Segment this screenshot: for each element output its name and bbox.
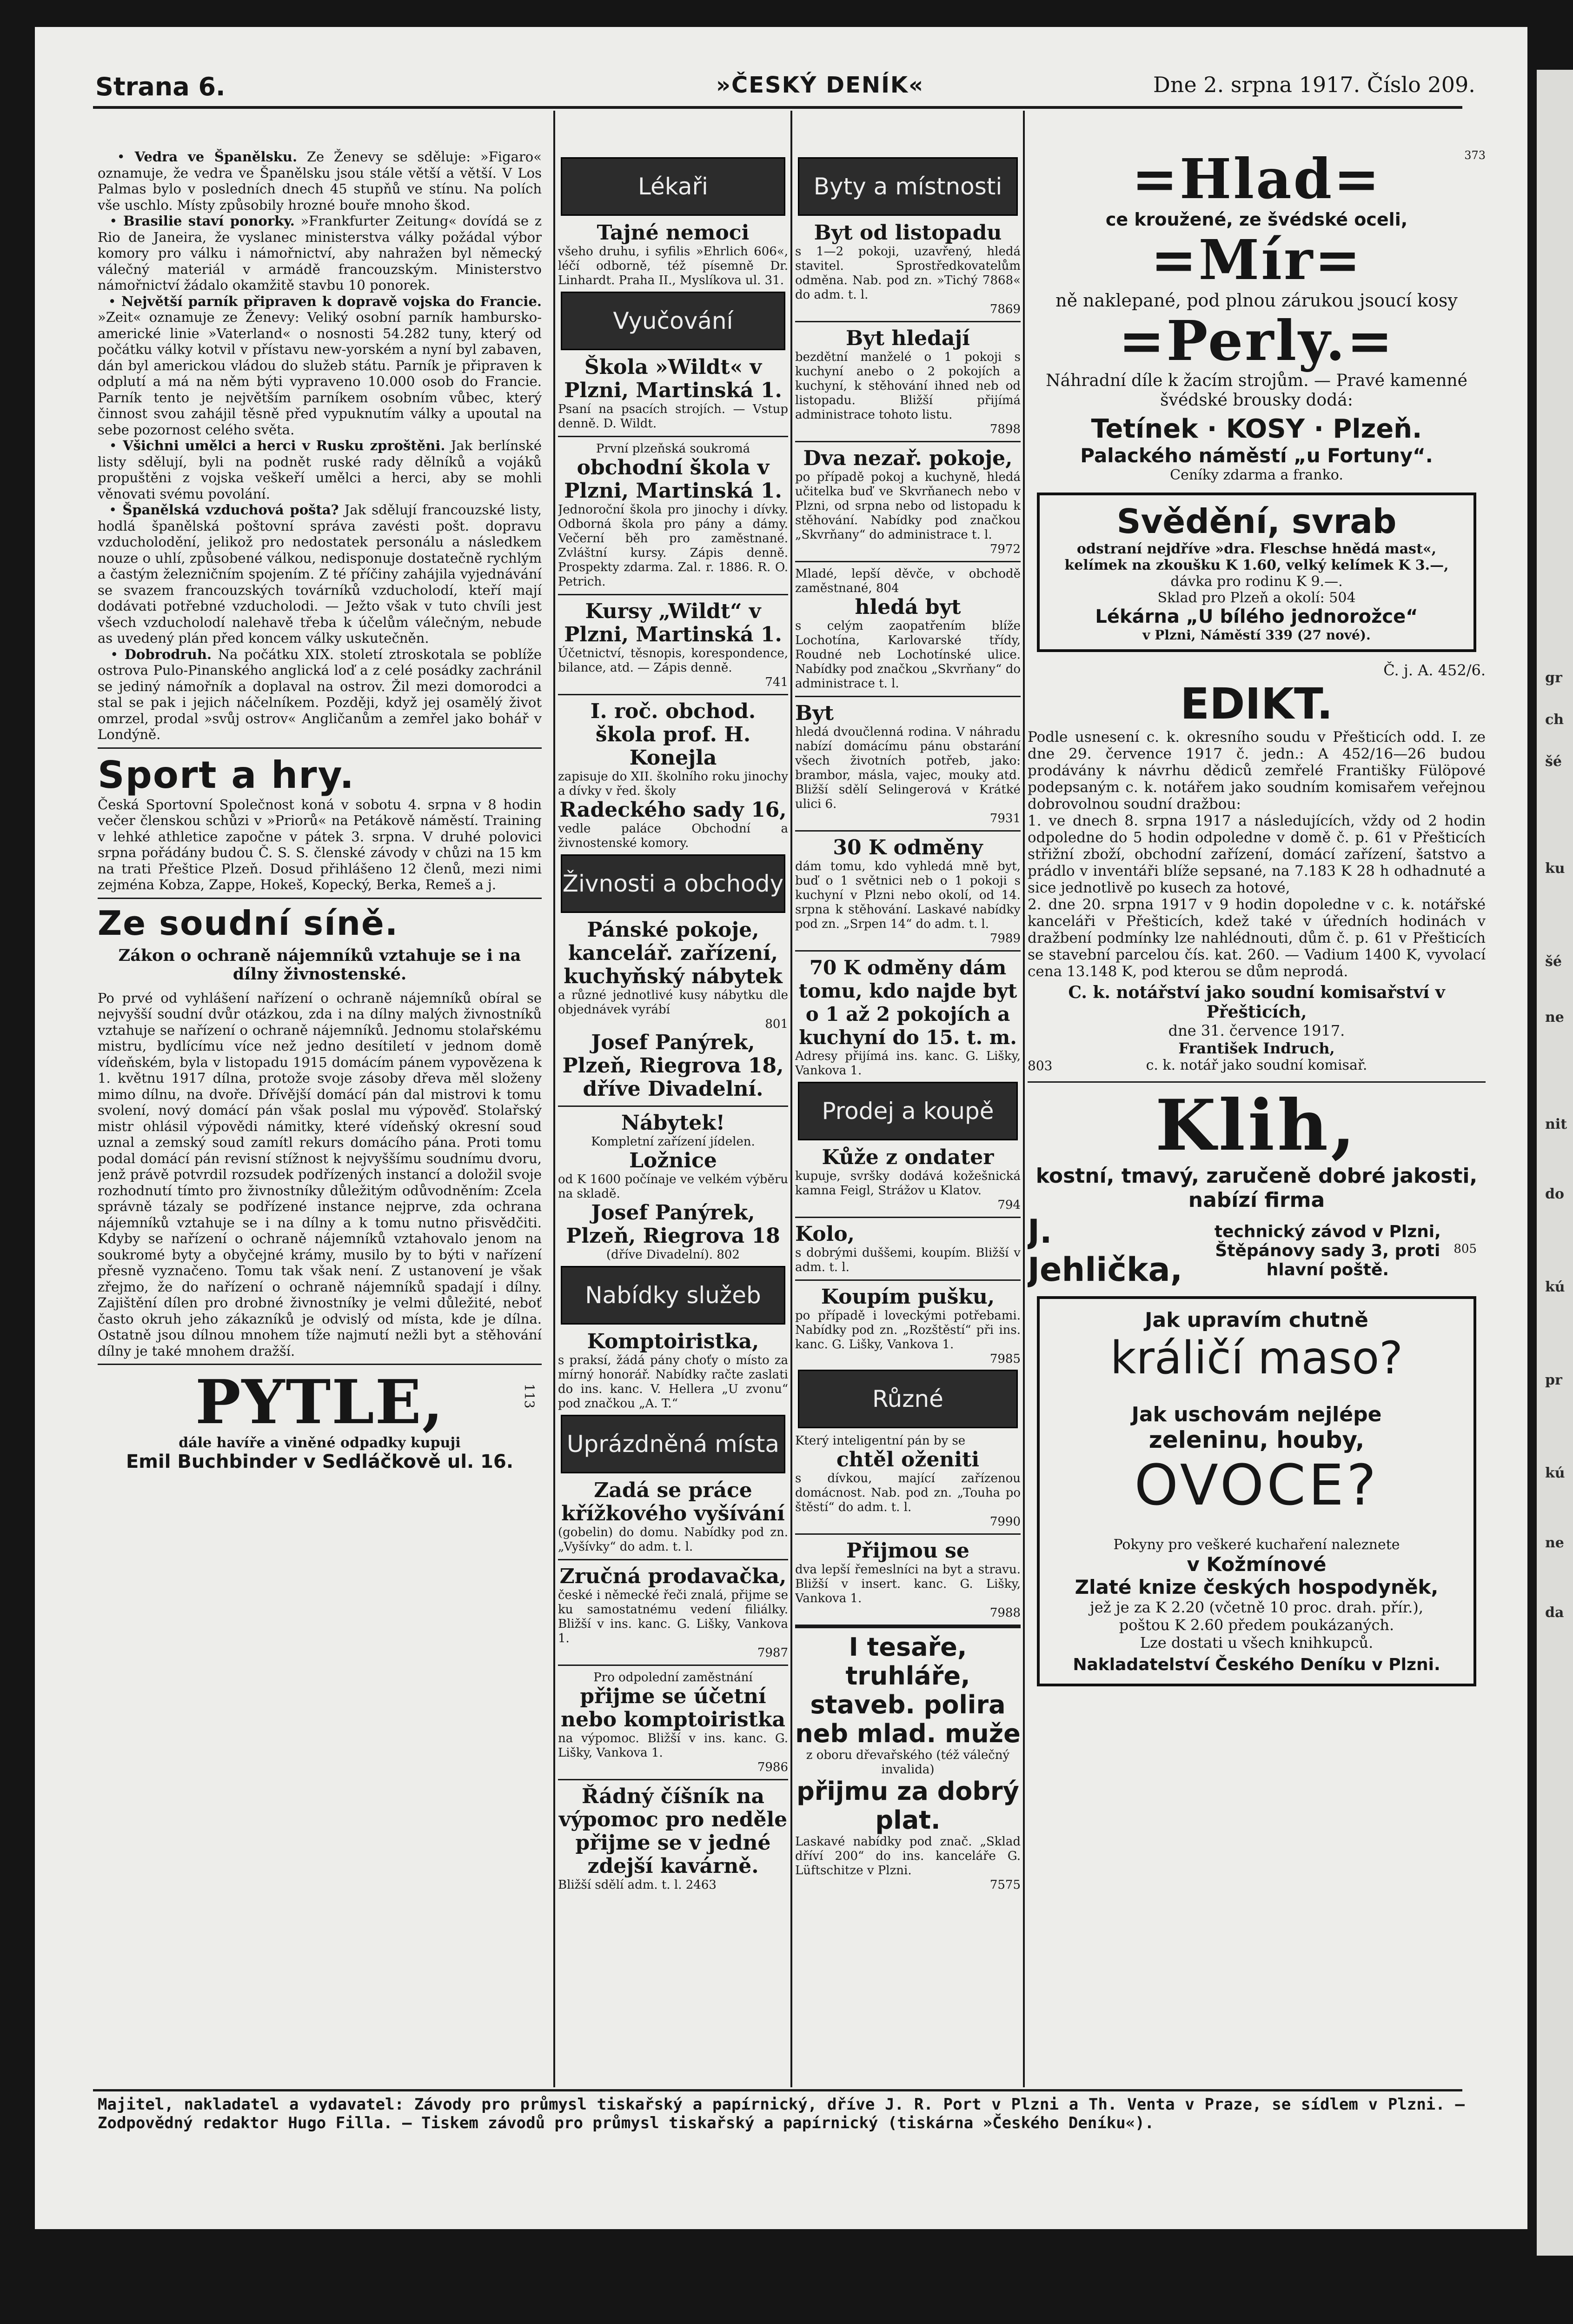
ad-rule (558, 436, 788, 437)
ad-text: Jak upravím chutně (1145, 1308, 1368, 1332)
issue-date: Dne 2. srpna 1917. Číslo 209. (1153, 72, 1475, 97)
ad-rule (795, 321, 1021, 322)
ad-text: dávka pro rodinu K 9.—. (1170, 573, 1343, 590)
ad-address: Palackého náměstí „u Fortuny“. (1080, 444, 1433, 467)
news-section (98, 149, 542, 743)
ad-heading: Koupím pušku, (821, 1285, 995, 1309)
edikt-item: 1. ve dnech 8. srpna 1917 a následujících, vždy od 2 hodin odpoledne do 5 hodin odpoledne v domě č. p. 61 v Přešticích střižní zboží, obchodní zařízení, domácí zařízení, šatstvo a prádlo v inventáři blíže sepsané, na 7.183 K 28 h odhadnuté a sice jednotlivě po kusech za hotové, (1028, 812, 1486, 896)
ad-rule (795, 561, 1021, 562)
ad-code: 794 (997, 1198, 1021, 1212)
section-banner-uprazdnena: Uprázdněná místa (561, 1415, 785, 1473)
ad-text: kostní, tmavý, zaručeně dobré jakosti, nabízí firma (1035, 1164, 1478, 1212)
text-fragment: ch (1545, 712, 1564, 728)
ad-text: zeleninu, houby, (1148, 1426, 1365, 1453)
edikt-signature (1028, 1039, 1486, 1077)
ad-text: Účetnictví, těsnopis, korespondence, bilance, atd. — Zápis denně. (558, 646, 788, 675)
ad-rule (1028, 1081, 1486, 1083)
news-item: • Největší parník připraven k dopravě vojska do Francie. »Zeit« oznamuje ze Ženevy: Veliký osobní parník hambursko-americké linie »Vaterland« o nosnosti 54.282 tuny, který od počátku války kotvil v přístavu new-yorském a nyní byl zabaven, dán byl americkou vládou do služeb státu. Parník je připraven k odplutí a má na něm býti vypraveno 10.000 osob do Francie. Parník tento je největším parníkem osobním vůbec, který činnost svou zahájil těsně před vypuknutím války a upoutal na sebe pozornost celého světa. (98, 293, 542, 438)
book-title: Zlaté knize českých hospodyněk, (1075, 1576, 1439, 1598)
ad-code: 804 (876, 581, 899, 595)
ad-text: vedle paláce Obchodní a živnostenské komory. (558, 822, 788, 850)
ad-text: technický závod v Plzni, Štěpánovy sady 3, proti hlavní poště. (1214, 1222, 1441, 1279)
ad-rule (558, 1559, 788, 1560)
ad-heading: chtěl oženiti (836, 1448, 980, 1472)
ad-code: 113 (522, 1384, 537, 1409)
ad-text: (dříve Divadelní). 802 (606, 1248, 740, 1262)
ad-code: 805 (1454, 1242, 1477, 1256)
section-rule (98, 747, 542, 749)
ad-heading: Kůže z ondater (822, 1145, 994, 1169)
pytle-ad (98, 1366, 542, 1486)
ad-text: Mladé, lepší děvče, v obchodě zaměstnané, 804 (795, 567, 1021, 595)
ad-text: dám tomu, kdo vyhledá mně byt, buď o 1 světnici neb o 1 pokoji s kuchyní v Plzni nebo okolí, od 14. srpna k stěhování. Laskavé nabídky pod zn. „Srpen 14“ do adm. t. l. (795, 859, 1021, 931)
mir-heading: =Mír= (1150, 227, 1363, 292)
edikt-office: C. k. notářství jako soudní komisařství v Přešticích, (1068, 983, 1445, 1022)
news-item: • Brasilie staví ponorky. »Frankfurter Zeitung« dovídá se z Rio de Janeira, že vyslanec ministerstva války požádal výbor komory pro válku i námořnictví, aby nahražen byl německý válečný materiál v armádě francouzským. Ministerstvo námořnictví žádalo okamžitě stavbu 10 ponorek. (98, 213, 542, 293)
ad-text: Adresy přijímá ins. kanc. G. Lišky, Vankova 1. (795, 1049, 1021, 1078)
text-fragment: ne (1545, 1535, 1564, 1551)
ad-text: s praksí, žádá pány choťy o místo za mírný honorář. Nabídky račte zaslati do ins. kanc. V. Hellera „U zvonu“ pod značkou „A. T.“ (558, 1353, 788, 1411)
ad-heading: 70 K odměny dám tomu, kdo najde byt o 1 až 2 pokojích a kuchyní do 15. t. m. (798, 956, 1017, 1049)
edikt-text: Podle usnesení c. k. okresního soudu v Přešticích odd. I. ze dne 29. července 1917 č. jedn.: A 452/16—26 budou prodávány k návrhu dědiců zemřelé Františky Fülöpové podepsaným c. k. notářem jako soudním komisařem veřejnou dobrovolnou soudní dražbou: (1028, 729, 1486, 812)
news-item: • Vedra ve Španělsku. Ze Ženevy se sděluje: »Figaro« oznamuje, že vedra ve Španělsku jsou stále větší a větší. V Los Palmas bylo v posledních dnech 45 stupňů ve stínu. Na polích vše uschlo. Místy způsobily hrozné bouře mnoho škod. (98, 149, 542, 213)
pytle-firm: Emil Buchbinder v Sedláčkově ul. 16. (126, 1451, 514, 1472)
ad-text: Jak uschovám nejlépe (1131, 1403, 1382, 1426)
edikt-date: dne 31. července 1917. (1168, 1022, 1345, 1039)
ad-code: 7988 (989, 1606, 1021, 1620)
ad-text: všeho druhu, i syfilis »Ehrlich 606«, léčí odborně, též písemně Dr. Linhardt. Praha II., Myslíkova ul. 31. (558, 245, 788, 287)
ad-address: v Plzni, Náměstí 339 (27 nové). (1142, 627, 1371, 643)
cookbook-ad (1037, 1296, 1476, 1686)
ad-code: 7931 (989, 812, 1021, 826)
ad-heading: Přijmou se (846, 1539, 969, 1563)
ad-rule (795, 1279, 1021, 1281)
column-ads-1 (558, 153, 788, 2074)
ad-heading: Ložnice (629, 1149, 717, 1172)
text-fragment: ne (1545, 1009, 1564, 1025)
ad-rule (795, 1625, 1021, 1628)
ad-text: ce kroužené, ze švédské oceli, (1105, 209, 1408, 230)
ad-code: 7986 (757, 1760, 788, 1774)
newspaper-title: »ČESKÝ DENÍK« (716, 72, 924, 98)
ad-text: Sklad pro Plzeň a okolí: 504 (1157, 590, 1356, 606)
column-rule-3 (1023, 111, 1025, 2087)
ad-rule (795, 1217, 1021, 1218)
ad-heading: obchodní škola v Plzni, Martinská 1. (564, 456, 782, 503)
text-fragment: pr (1545, 1372, 1562, 1388)
column-news (98, 149, 542, 2074)
ad-code: 2463 (685, 1878, 717, 1892)
ad-heading: Dva nezař. pokoje, (803, 446, 1013, 470)
ad-text: od K 1600 počínaje ve velkém výběru na skladě. (558, 1172, 788, 1201)
section-banner-ruzne: Různé (798, 1370, 1018, 1428)
column-rule-1 (553, 111, 555, 2087)
ad-heading: Radeckého sady 16, (559, 798, 787, 822)
ad-text: kelímek na zkoušku K 1.60, velký kelímek K 3.—, (1064, 557, 1449, 573)
ad-code: 7898 (989, 422, 1021, 436)
ad-code: 504 (1329, 590, 1356, 606)
perly-heading: =Perly.= (1118, 308, 1395, 373)
ad-heading: Pánské pokoje, kancelář. zařízení, kuchyňský nábytek (564, 918, 783, 988)
text-fragment: kú (1545, 1279, 1565, 1295)
pytle-text: dále havíře a viněné odpadky kupuji (179, 1435, 461, 1451)
ad-text: Bližší sdělí adm. t. l. 2463 (558, 1878, 717, 1892)
ad-heading: Řádný číšník na výpomoc pro neděle přijme se v jedné zdejší kavárně. (558, 1785, 788, 1878)
imprint: Majitel, nakladatel a vydavatel: Závody pro průmysl tiskařský a papírnický, dříve J. R. Port v Plzni a Th. Venta v Praze, se sídlem v Plzni. — Zodpovědný redaktor Hugo Filla. — Tiskem závodů pro průmysl tiskařský a papírnický (tiskárna »Českého Deníku«). (98, 2095, 1465, 2132)
section-rule (98, 898, 542, 899)
news-item: • Dobrodruh. Na počátku XIX. století ztroskotala se poblíže ostrova Pulo-Pinanského anglická loď a z celé posádky zachránil se jediný námořník a doplaval na ostrov. Žil mezi domorodci a stal se pak i jejich náčelníkem. Později, když jej osamělý život omrzel, prodal »svůj ostrov« Angličanům a zemřel jako bohář v Londýně. (98, 646, 542, 742)
ad-text: Lze dostati u všech knihkupců. (1140, 1634, 1374, 1651)
ad-text: Jednoroční škola pro jinochy i dívky. Odborná škola pro pány a dámy. Večerní běh pro zaměstnané. Zvláštní kursy. Zápis denně. Prospekty zdarma. Zal. r. 1886. R. O. Petrich. (558, 503, 788, 589)
ad-text: s dívkou, mající zařízenou domácnost. Nab. pod zn. „Touha po štěstí“ do adm. t. l. (795, 1472, 1021, 1514)
section-rule (98, 1364, 542, 1365)
ad-text: dva lepší řemeslníci na byt a stravu. Bližší v insert. kanc. G. Lišky, Vankova 1. (795, 1563, 1021, 1605)
ad-heading: králičí maso? (1110, 1332, 1403, 1384)
ad-text: ně naklepané, pod plnou zárukou jsoucí kosy (1055, 290, 1458, 311)
section-banner-zivnosti: Živnosti a obchody (561, 854, 785, 913)
text-fragment: gr (1545, 670, 1562, 686)
adjacent-page-edge (1537, 70, 1573, 2256)
ad-rule (558, 694, 788, 695)
text-fragment: kú (1545, 1465, 1565, 1481)
column-ads-3 (1028, 149, 1486, 2074)
notary-name: František Indruch, (1178, 1039, 1335, 1057)
sport-heading: Sport a hry. (98, 753, 355, 797)
text-fragment: nit (1545, 1116, 1567, 1132)
sport-text: Česká Sportovní Společnost koná v sobotu 4. srpna v 8 hodin večer členskou schůzi v »Priorů« na Petákově náměstí. Training v lehké athletice započne v pátek 3. srpna. V druhé polovici srpna pořádány budou Č. S. S. členské závody v chůzi na 15 km na trati Přeštice Plzeň. Dosud přihlášeno 12 členů, mezi nimi zejména Kobza, Zappe, Hokeš, Kopecký, Berka, Remeš a j. (98, 796, 542, 892)
ad-code: 7985 (989, 1352, 1021, 1366)
ad-firm: Tetínek · KOSY · Plzeň. (1091, 414, 1422, 444)
ad-heading: Škola »Wildt« v Plzni, Martinská 1. (564, 355, 782, 402)
text-fragment: do (1545, 1186, 1564, 1202)
ad-text: z oboru dřevařského (též válečný invalida) (806, 1748, 1010, 1777)
ad-rule (558, 1779, 788, 1780)
ad-heading: Kursy „Wildt“ v Plzni, Martinská 1. (564, 599, 782, 646)
ad-text: (gobelin) do domu. Nabídky pod zn. „Vyšívky“ do adm. t. l. (558, 1525, 788, 1554)
ad-heading: přijme se účetní nebo komptoiristka (561, 1685, 785, 1731)
ad-heading: Byt hledají (845, 326, 970, 350)
ad-text: Psaní na psacích strojích. — Vstup denně. D. Wildt. (558, 402, 788, 431)
ad-code: 801 (765, 1017, 788, 1031)
header-rule (93, 106, 1462, 109)
edikt-item: 2. dne 20. srpna 1917 v 9 hodin dopoledne v c. k. notářské kanceláři v Přešticích, kdež také v úředních hodinách v dražbení podmínky lze nahlédnouti, dům č. p. 61 v Přešticích se stavební parcelou čís. kat. 260. — Vadium 1400 K, vyvolací cena 13.148 K, pod kterou se dům neprodá. (1028, 896, 1486, 980)
section-banner-lekari: Lékaři (561, 157, 785, 216)
text-fragment: šé (1545, 953, 1562, 970)
ad-heading: OVOCE? (1134, 1453, 1379, 1518)
ad-code: 373 (1464, 149, 1486, 162)
column-ads-2 (795, 153, 1021, 2074)
notary-title: c. k. notář jako soudní komisař. (1146, 1057, 1367, 1073)
ad-heading: Byt (795, 701, 834, 725)
ad-firm: J. Jehlička, (1028, 1212, 1183, 1289)
section-banner-nabidky: Nabídky služeb (561, 1266, 785, 1325)
ad-text: po případě pokoj a kuchyně, hledá učitelka buď ve Skvrňanech nebo v Plzni, od srpna nebo od listopadu k stěhování. Nabídky pod značkou „Skvrňany“ do administrace t. l. (795, 470, 1021, 542)
court-heading: Ze soudní síně. (98, 903, 399, 943)
ad-text: Pro odpolední zaměstnání (593, 1671, 753, 1685)
ad-rule (558, 1665, 788, 1666)
text-fragment: šé (1545, 753, 1562, 770)
ad-text: Laskavé nabídky pod znač. „Sklad dříví 200“ do ins. kanceláře G. Lüftschitze v Plzni. (795, 1835, 1021, 1878)
section-banner-vyucovani: Vyučování (561, 292, 785, 350)
hlad-heading: =Hlad= (1131, 149, 1382, 211)
ad-text: Který inteligentní pán by se (795, 1434, 966, 1448)
ad-rule (795, 1533, 1021, 1535)
ad-code: 7972 (989, 542, 1021, 556)
ad-heading: Zadá se práce křížkového vyšívání (561, 1478, 785, 1525)
column-rule-2 (790, 111, 792, 2087)
ad-rule (558, 1105, 788, 1107)
pytle-heading: PYTLE, (195, 1366, 445, 1438)
edikt-heading: EDIKT. (1180, 679, 1333, 729)
section-banner-byty: Byty a místnosti (798, 157, 1018, 216)
ad-text: První plzeňská soukromá (596, 442, 750, 456)
ad-code: 7869 (989, 302, 1021, 316)
ad-firm: Lékárna „U bílého jednorožce“ (1095, 606, 1418, 627)
ad-text: kupuje, svršky dodává kožešnická kamna Feigl, Strážov u Klatov. (795, 1169, 1021, 1198)
ad-text: s celým zaopatřením blíže Lochotína, Karlovarské třídy, Roudné neb Lochotínské ulice. Nabídky pod značkou „Skvrňany“ do administrace t. l. (795, 619, 1021, 691)
ad-heading: 30 K odměny (833, 836, 983, 859)
ad-text: české i německé řeči znalá, přijme se ku samostatnému vedení filiálky. Bližší v ins. kanc. G. Lišky, Vankova 1. (558, 1588, 788, 1645)
ad-code: 802 (717, 1248, 740, 1262)
text-fragment: da (1545, 1605, 1564, 1621)
section-banner-prodej: Prodej a koupě (798, 1082, 1018, 1140)
ad-text: odstraní nejdříve »dra. Fleschse hnědá mast«, (1076, 541, 1437, 557)
ad-rule (795, 441, 1021, 442)
ad-rule (795, 950, 1021, 952)
ad-text: bezdětní manželé o 1 pokoji s kuchyní anebo o 2 pokojích a kuchyní, k stěhování ihned neb od listopadu. Bližší přijímá administrace tohoto listu. (795, 350, 1021, 422)
news-item: • Všichni umělci a herci v Rusku zproštěni. Jak berlínské listy sdělují, byli na podnět ruské rady dělníků a vojáků propuštěni z vojska veškeří umělci a herci, aby se mohli věnovati svému povolání. (98, 438, 542, 502)
ad-code: 7990 (989, 1515, 1021, 1529)
court-subheading: Zákon o ochraně nájemníků vztahuje se i na dílny živnostenské. (118, 946, 521, 984)
ad-heading: Nábytek! (621, 1111, 725, 1135)
ad-code: 7575 (989, 1878, 1021, 1892)
footer-rule (93, 2089, 1462, 2091)
ad-heading: Byt od listopadu (814, 221, 1002, 245)
ad-text: s 1—2 pokoji, uzavřený, hledá stavitel. Sprostředkovatelům odměna. Nab. pod zn. »Tichý 7868« do adm. t. l. (795, 245, 1021, 302)
ad-text: na výpomoc. Bližší v ins. kanc. G. Lišky, Vankova 1. (558, 1731, 788, 1760)
ad-heading: I. roč. obchod. škola prof. H. Konejla (590, 699, 756, 770)
ad-heading: Zručná prodavačka, (559, 1565, 787, 1588)
ad-text: v Kožmínové (1187, 1553, 1327, 1576)
ad-heading: Josef Panýrek, Plzeň, Riegrova 18 (566, 1201, 780, 1248)
ad-rule (795, 830, 1021, 832)
edikt-reference: Č. j. A. 452/6. (1383, 661, 1486, 679)
ad-firm: Nakladatelství Českého Deníku v Plzni. (1073, 1655, 1440, 1674)
ad-code: 7987 (757, 1646, 788, 1660)
ad-heading: Svědění, svrab (1116, 502, 1397, 541)
ad-text: hledá dvoučlenná rodina. V náhradu nabízí domácímu pánu obstarání všech životních potřeb, jako: brambor, másla, vajec, mouky atd. Bližší sdělí Selingerová v Krátké ulici 6. (795, 725, 1021, 811)
ad-text: jež je za K 2.20 (včetně 10 proc. drah. přír.), (1089, 1598, 1424, 1616)
ad-text: Ceníky zdarma a franko. (1170, 467, 1343, 483)
text-fragment: ku (1545, 860, 1565, 877)
klih-ad (1028, 1087, 1486, 1289)
ad-text: Náhradní díle k žacím strojům. — Pravé kamenné švédské brousky dodá: (1046, 371, 1467, 410)
ad-text: poštou K 2.60 předem poukázaných. (1119, 1616, 1394, 1634)
ad-heading: Tajné nemoci (597, 221, 750, 245)
ad-code: 7989 (989, 932, 1021, 946)
ad-rule (795, 696, 1021, 697)
ad-text: po případě i loveckými potřebami. Nabídky pod zn. „Rozštěstí“ při ins. kanc. G. Lišky, Vankova 1. (795, 1309, 1021, 1352)
page-number: Strana 6. (95, 72, 226, 101)
ad-heading: I tesaře, truhláře, staveb. polira neb mlad. muže (795, 1632, 1021, 1748)
court-text: Po prvé od vyhlášení nařízení o ochraně nájemníků obíral se nejvyšší soudní dvůr otázkou, zda i na dílny malých živnostníků vztahuje se nařízení o ochraně nájemníků. Jednomu stolařskému mistru, bydlícímu více než jedno desítiletí v jednom domě vídeňském, byla v listopadu 1915 domácím pánem vypovězena k 1. květnu 1917 dílna, protože svoje zásoby dřeva měl složeny mimo dílnu, na dvoře. Dřívější domácí pán dal mistrovi k tomu svolení, nový domácí pán však poslal mu výpověď. Stolařský mistr ohlásil výpovědi námitky, které vídeňský okresní soud uznal a zemský soud zamítl rekurs domácího pána. Proti tomu podal domácí pán revisní stížnost k nejvyššímu soudnímu dvoru, jenž právě potvrdil rozsudek podřízených instancí a doložil svoje rozhodnutí tímto pro živnostníky důležitým odůvodněním: Zcela správně tázaly se podřízené instance nejprve, zda ochrana nájemníků vztahuje se i na dílny a k tomu nutno přisvědčiti. Kdyby se nařízení o ochraně nájemníků vztahovalo jenom na soukromé byty a obyčejné krámy, musilo by to býti v nařízení přesně vyznačeno. Tomu tak však není. Z ustanovení je však zřejmo, že do nařízení o ochraně nájemníků spadají i dílny. Zajištění dílen pro drobné živnostníky je velmi důležité, neboť často okruh jeho zákazníků je odvislý od místa, kde je dílna. Ostatně jsou dílnou mnohem tíže najmutí nežli byt a stěhování dílny je také mnohem dražší. (98, 990, 542, 1359)
ad-heading: Kolo, (795, 1222, 855, 1246)
klih-heading: Klih, (1155, 1085, 1358, 1166)
ad-rule (558, 594, 788, 595)
news-item: • Španělská vzduchová pošta? Jak sdělují francouzské listy, hodlá španělská poštovní správa zavésti pošt. dopravu vzducholodění, jelikož pro nedostatek personálu a následkem nouze o uhlí, způsobené válkou, nedisponuje dostatečně rychlým a častým železničním spojením. Z té příčiny zahájila vyjednávání se svazem francouzských továrníků vzducholodí, kteří mají dodávati potřebné vzducholodi. — Ježto však v tuto chvíli jest všech vzducholodí nalehavě třeba k účelům válečným, nebude as uvedený plán před koncem války uskutečněn. (98, 502, 542, 646)
ad-heading: hledá byt (855, 595, 961, 619)
tetinek-ad (1028, 149, 1486, 483)
ad-text: Pokyny pro veškeré kuchaření naleznete (1113, 1537, 1400, 1553)
ad-text: Kompletní zařízení jídelen. (591, 1135, 755, 1149)
ad-text: s dobrými duššemi, koupím. Bližší v adm. t. l. (795, 1246, 1021, 1274)
ad-code: 741 (765, 675, 788, 689)
ad-heading: přijmu za dobrý plat. (796, 1777, 1019, 1835)
ad-heading: Komptoiristka, (587, 1330, 759, 1353)
ad-code: 803 (1028, 1058, 1053, 1073)
ad-heading: Josef Panýrek, Plzeň, Riegrova 18, dříve Divadelní. (562, 1031, 784, 1101)
ad-text: a různé jednotlivé kusy nábytku dle objednávek vyrábí (558, 988, 788, 1017)
svedeni-ad (1037, 493, 1476, 652)
ad-text: zapisuje do XII. školního roku jinochy a dívky v řed. školy (558, 770, 788, 798)
